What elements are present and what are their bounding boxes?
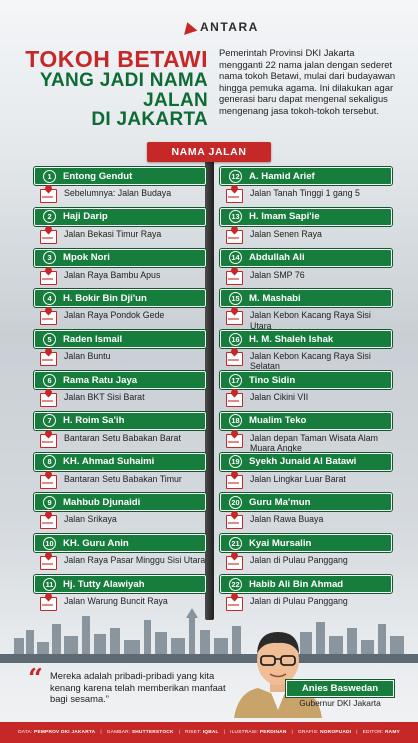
map-pin-icon	[226, 189, 243, 203]
street-number: 13	[229, 210, 242, 223]
page-title	[22, 48, 208, 130]
map-pin-icon	[226, 434, 243, 448]
street-entry	[220, 412, 392, 453]
former-street-text: Jalan Tanah Tinggi 1 gang 5	[250, 188, 360, 198]
credit-label: DATA:	[18, 730, 33, 735]
former-street	[34, 392, 206, 405]
street-entry	[220, 289, 392, 330]
former-street-text: Jalan Buntu	[64, 351, 111, 362]
street-sign	[220, 534, 392, 552]
former-street-text: Jalan Cikini VII	[250, 392, 309, 402]
street-entry	[34, 493, 206, 527]
street-sign	[220, 575, 392, 593]
map-pin-icon	[226, 271, 243, 285]
street-name: H. Bokir Bin Dji'un	[63, 292, 147, 304]
footer-credit	[18, 730, 95, 735]
street-number: 6	[43, 374, 56, 387]
street-sign	[220, 330, 392, 348]
street-entry	[34, 249, 206, 283]
map-pin-icon	[40, 515, 57, 529]
credit-value: IQBAL	[202, 730, 219, 735]
street-sign	[220, 493, 392, 511]
footer-separator: |	[291, 730, 293, 735]
street-sign	[34, 249, 206, 267]
brand-name: ANTARA	[200, 20, 259, 34]
street-sign	[220, 371, 392, 389]
credit-label: ILUSTRASI:	[230, 730, 259, 735]
street-name: Tino Sidin	[249, 374, 296, 386]
map-pin-icon	[226, 475, 243, 489]
map-pin-icon	[226, 515, 243, 529]
street-entry	[34, 412, 206, 446]
credit-value: PEMPROV DKI JAKARTA	[34, 730, 96, 735]
street-name: Mpok Nori	[63, 252, 110, 264]
person-role: Gubernur DKI Jakarta	[299, 698, 381, 708]
credit-value: NOROPUADI	[320, 730, 352, 735]
former-street-text: Jalan di Pulau Panggang	[250, 555, 348, 566]
nama-jalan-header: NAMA JALAN	[147, 142, 271, 162]
former-street-text: Jalan Kebon Kacang Raya Sisi Utara	[250, 310, 371, 331]
street-entry	[220, 493, 392, 527]
map-pin-icon	[40, 475, 57, 489]
credits-footer	[0, 722, 418, 743]
former-street-text: Jalan Raya Pondok Gede	[64, 310, 165, 321]
street-number: 22	[229, 578, 242, 591]
street-name: H. Roim Sa'ih	[63, 415, 125, 427]
quote-text: Mereka adalah pribadi-pribadi yang kita kenang karena telah memberikan manfaat bagi sesama.”	[50, 670, 226, 705]
street-name: Entong Gendut	[63, 170, 133, 182]
street-number: 16	[229, 333, 242, 346]
street-name: M. Mashabi	[249, 292, 301, 304]
street-sign	[34, 453, 206, 471]
former-street-text: Bantaran Setu Babakan Barat	[64, 432, 181, 443]
street-name: H. M. Shaleh Ishak	[249, 333, 334, 345]
former-street-text: Jalan Warung Buncit Raya	[64, 596, 168, 606]
street-sign	[34, 289, 206, 307]
street-name: KH. Ahmad Suhaimi	[63, 456, 155, 468]
street-entry	[220, 575, 392, 609]
former-street	[34, 351, 206, 364]
street-number: 19	[229, 455, 242, 468]
street-sign	[220, 412, 392, 430]
street-number: 8	[43, 455, 56, 468]
former-street	[34, 310, 206, 323]
street-entry	[220, 330, 392, 371]
former-street-text: Jalan Kebon Kacang Raya Sisi Selatan	[250, 351, 371, 372]
footer-credit	[363, 730, 400, 735]
former-street-text: Jalan SMP 76	[250, 269, 305, 280]
street-sign	[220, 208, 392, 226]
former-street	[220, 433, 392, 453]
street-entry	[220, 371, 392, 405]
former-street	[220, 351, 392, 371]
street-entry	[34, 453, 206, 487]
street-sign	[34, 330, 206, 348]
street-number: 5	[43, 333, 56, 346]
street-sign	[34, 493, 206, 511]
former-street	[220, 474, 392, 487]
credit-label: EDITOR:	[362, 730, 384, 735]
former-street	[34, 229, 206, 242]
street-number: 15	[229, 292, 242, 305]
street-entry	[34, 208, 206, 242]
footer-separator: |	[178, 730, 181, 735]
former-street	[34, 474, 206, 487]
street-sign	[34, 167, 206, 185]
street-sign	[220, 167, 392, 185]
map-pin-icon	[40, 230, 57, 244]
street-number: 14	[229, 251, 242, 264]
street-name: KH. Guru Anin	[63, 537, 129, 549]
street-name: A. Hamid Arief	[249, 170, 315, 182]
map-pin-icon	[40, 189, 57, 203]
person-name-plate: Anies Baswedan	[286, 680, 394, 697]
street-entry	[220, 167, 392, 201]
former-street	[220, 514, 392, 527]
former-street-text: Jalan depan Taman Wisata Alam Muara Angke	[250, 432, 378, 453]
quote-mark: “	[28, 664, 43, 694]
street-name: Habib Ali Bin Ahmad	[249, 578, 344, 590]
former-street	[34, 555, 206, 568]
former-street-text: Jalan Bekasi Timur Raya	[64, 228, 162, 239]
street-sign	[34, 575, 206, 593]
former-street-text: Jalan di Pulau Panggang	[250, 596, 348, 606]
street-sign	[220, 249, 392, 267]
street-sign	[34, 534, 206, 552]
title-line-3: DI JAKARTA	[91, 109, 208, 131]
map-pin-icon	[226, 352, 243, 366]
street-name: Kyai Mursalin	[249, 537, 312, 549]
street-number: 1	[43, 170, 56, 183]
map-pin-icon	[226, 311, 243, 325]
street-number: 21	[229, 537, 242, 550]
street-name: Syekh Junaid Al Batawi	[249, 456, 357, 468]
footer-credit	[107, 730, 174, 735]
street-name: H. Imam Sapi'ie	[249, 211, 320, 223]
map-pin-icon	[40, 556, 57, 570]
street-name: Raden Ismail	[63, 333, 123, 345]
former-street	[34, 188, 206, 201]
street-entry	[220, 208, 392, 242]
intro-paragraph: Pemerintah Provinsi DKI Jakarta mengganti 22 nama jalan dengan sederet nama tokoh Betawi, mulai dari budayawan hingga pemuka agama. Ini dilakukan agar generasi baru dapat mengenal sekaligus mengenang jasa tokoh-tokoh tersebut.	[219, 47, 396, 116]
map-pin-icon	[226, 556, 243, 570]
street-entry	[34, 534, 206, 568]
former-street	[34, 270, 206, 283]
footer-separator: |	[356, 730, 358, 735]
street-name: Haji Darip	[63, 211, 108, 223]
credit-value: PERDINAN	[259, 730, 287, 735]
street-name: Abdullah Ali	[249, 252, 305, 264]
jakarta-skyline-illustration	[0, 608, 418, 663]
former-street	[220, 310, 392, 330]
footer-separator: |	[223, 730, 226, 735]
street-entry	[220, 534, 392, 568]
map-pin-icon	[226, 230, 243, 244]
title-line-1: TOKOH BETAWI	[25, 46, 208, 72]
former-street-text: Jalan BKT Sisi Barat	[64, 392, 145, 402]
former-street-text: Sebelumnya: Jalan Budaya	[64, 188, 172, 198]
street-entry	[34, 330, 206, 364]
street-entry	[220, 453, 392, 487]
street-entry	[34, 289, 206, 323]
street-name: Mahbub Djunaidi	[63, 496, 141, 508]
former-street	[34, 514, 206, 527]
former-street	[34, 433, 206, 446]
street-sign	[34, 412, 206, 430]
footer-credit	[185, 730, 219, 735]
street-number: 20	[229, 496, 242, 509]
former-street	[220, 392, 392, 405]
street-number: 18	[229, 414, 242, 427]
former-street	[220, 188, 392, 201]
street-number: 2	[43, 210, 56, 223]
street-number: 4	[43, 292, 56, 305]
street-name: Guru Ma'mun	[249, 496, 311, 508]
credit-value: RAMY	[384, 730, 400, 735]
map-pin-icon	[40, 271, 57, 285]
street-number: 17	[229, 374, 242, 387]
street-name: Rama Ratu Jaya	[63, 374, 138, 386]
footer-credit	[230, 730, 286, 735]
former-street-text: Jalan Raya Pasar Minggu Sisi Utara	[64, 555, 206, 566]
quote-block	[22, 666, 237, 714]
former-street	[220, 555, 392, 568]
map-pin-icon	[40, 393, 57, 407]
street-sign	[220, 453, 392, 471]
street-sign	[34, 208, 206, 226]
former-street-text: Bantaran Setu Babakan Timur	[64, 473, 182, 484]
former-street-text: Jalan Senen Raya	[250, 228, 322, 239]
street-number: 11	[43, 578, 56, 591]
credit-value: SHUTTERSTOCK	[131, 730, 174, 735]
former-street	[220, 229, 392, 242]
street-number: 12	[229, 170, 242, 183]
footer-credit	[298, 730, 351, 735]
brand-logo	[182, 20, 259, 34]
credit-label: GRAFIS:	[297, 730, 319, 735]
credit-label: GAMBAR:	[106, 730, 131, 735]
street-number: 9	[43, 496, 56, 509]
street-entry	[34, 167, 206, 201]
street-sign	[220, 289, 392, 307]
street-entry	[34, 575, 206, 609]
street-number: 10	[43, 537, 56, 550]
street-entry	[220, 249, 392, 283]
street-number: 7	[43, 414, 56, 427]
street-name: Hj. Tutty Alawiyah	[63, 578, 145, 590]
map-pin-icon	[40, 311, 57, 325]
former-street-text: Jalan Srikaya	[64, 514, 117, 525]
street-entry	[34, 371, 206, 405]
street-number: 3	[43, 251, 56, 264]
former-street-text: Jalan Raya Bambu Apus	[64, 269, 161, 280]
footer-separator: |	[100, 730, 102, 735]
former-street-text: Jalan Lingkar Luar Barat	[250, 473, 346, 484]
antara-logo-icon	[181, 20, 198, 35]
street-sign	[34, 371, 206, 389]
street-name: Mualim Teko	[249, 415, 307, 427]
former-street-text: Jalan Rawa Buaya	[250, 514, 324, 525]
map-pin-icon	[40, 434, 57, 448]
map-pin-icon	[226, 393, 243, 407]
title-line-2: YANG JADI NAMA JALAN	[39, 70, 208, 111]
former-street	[220, 270, 392, 283]
sign-pole	[205, 160, 214, 620]
credit-label: RISET:	[185, 730, 202, 735]
map-pin-icon	[40, 352, 57, 366]
